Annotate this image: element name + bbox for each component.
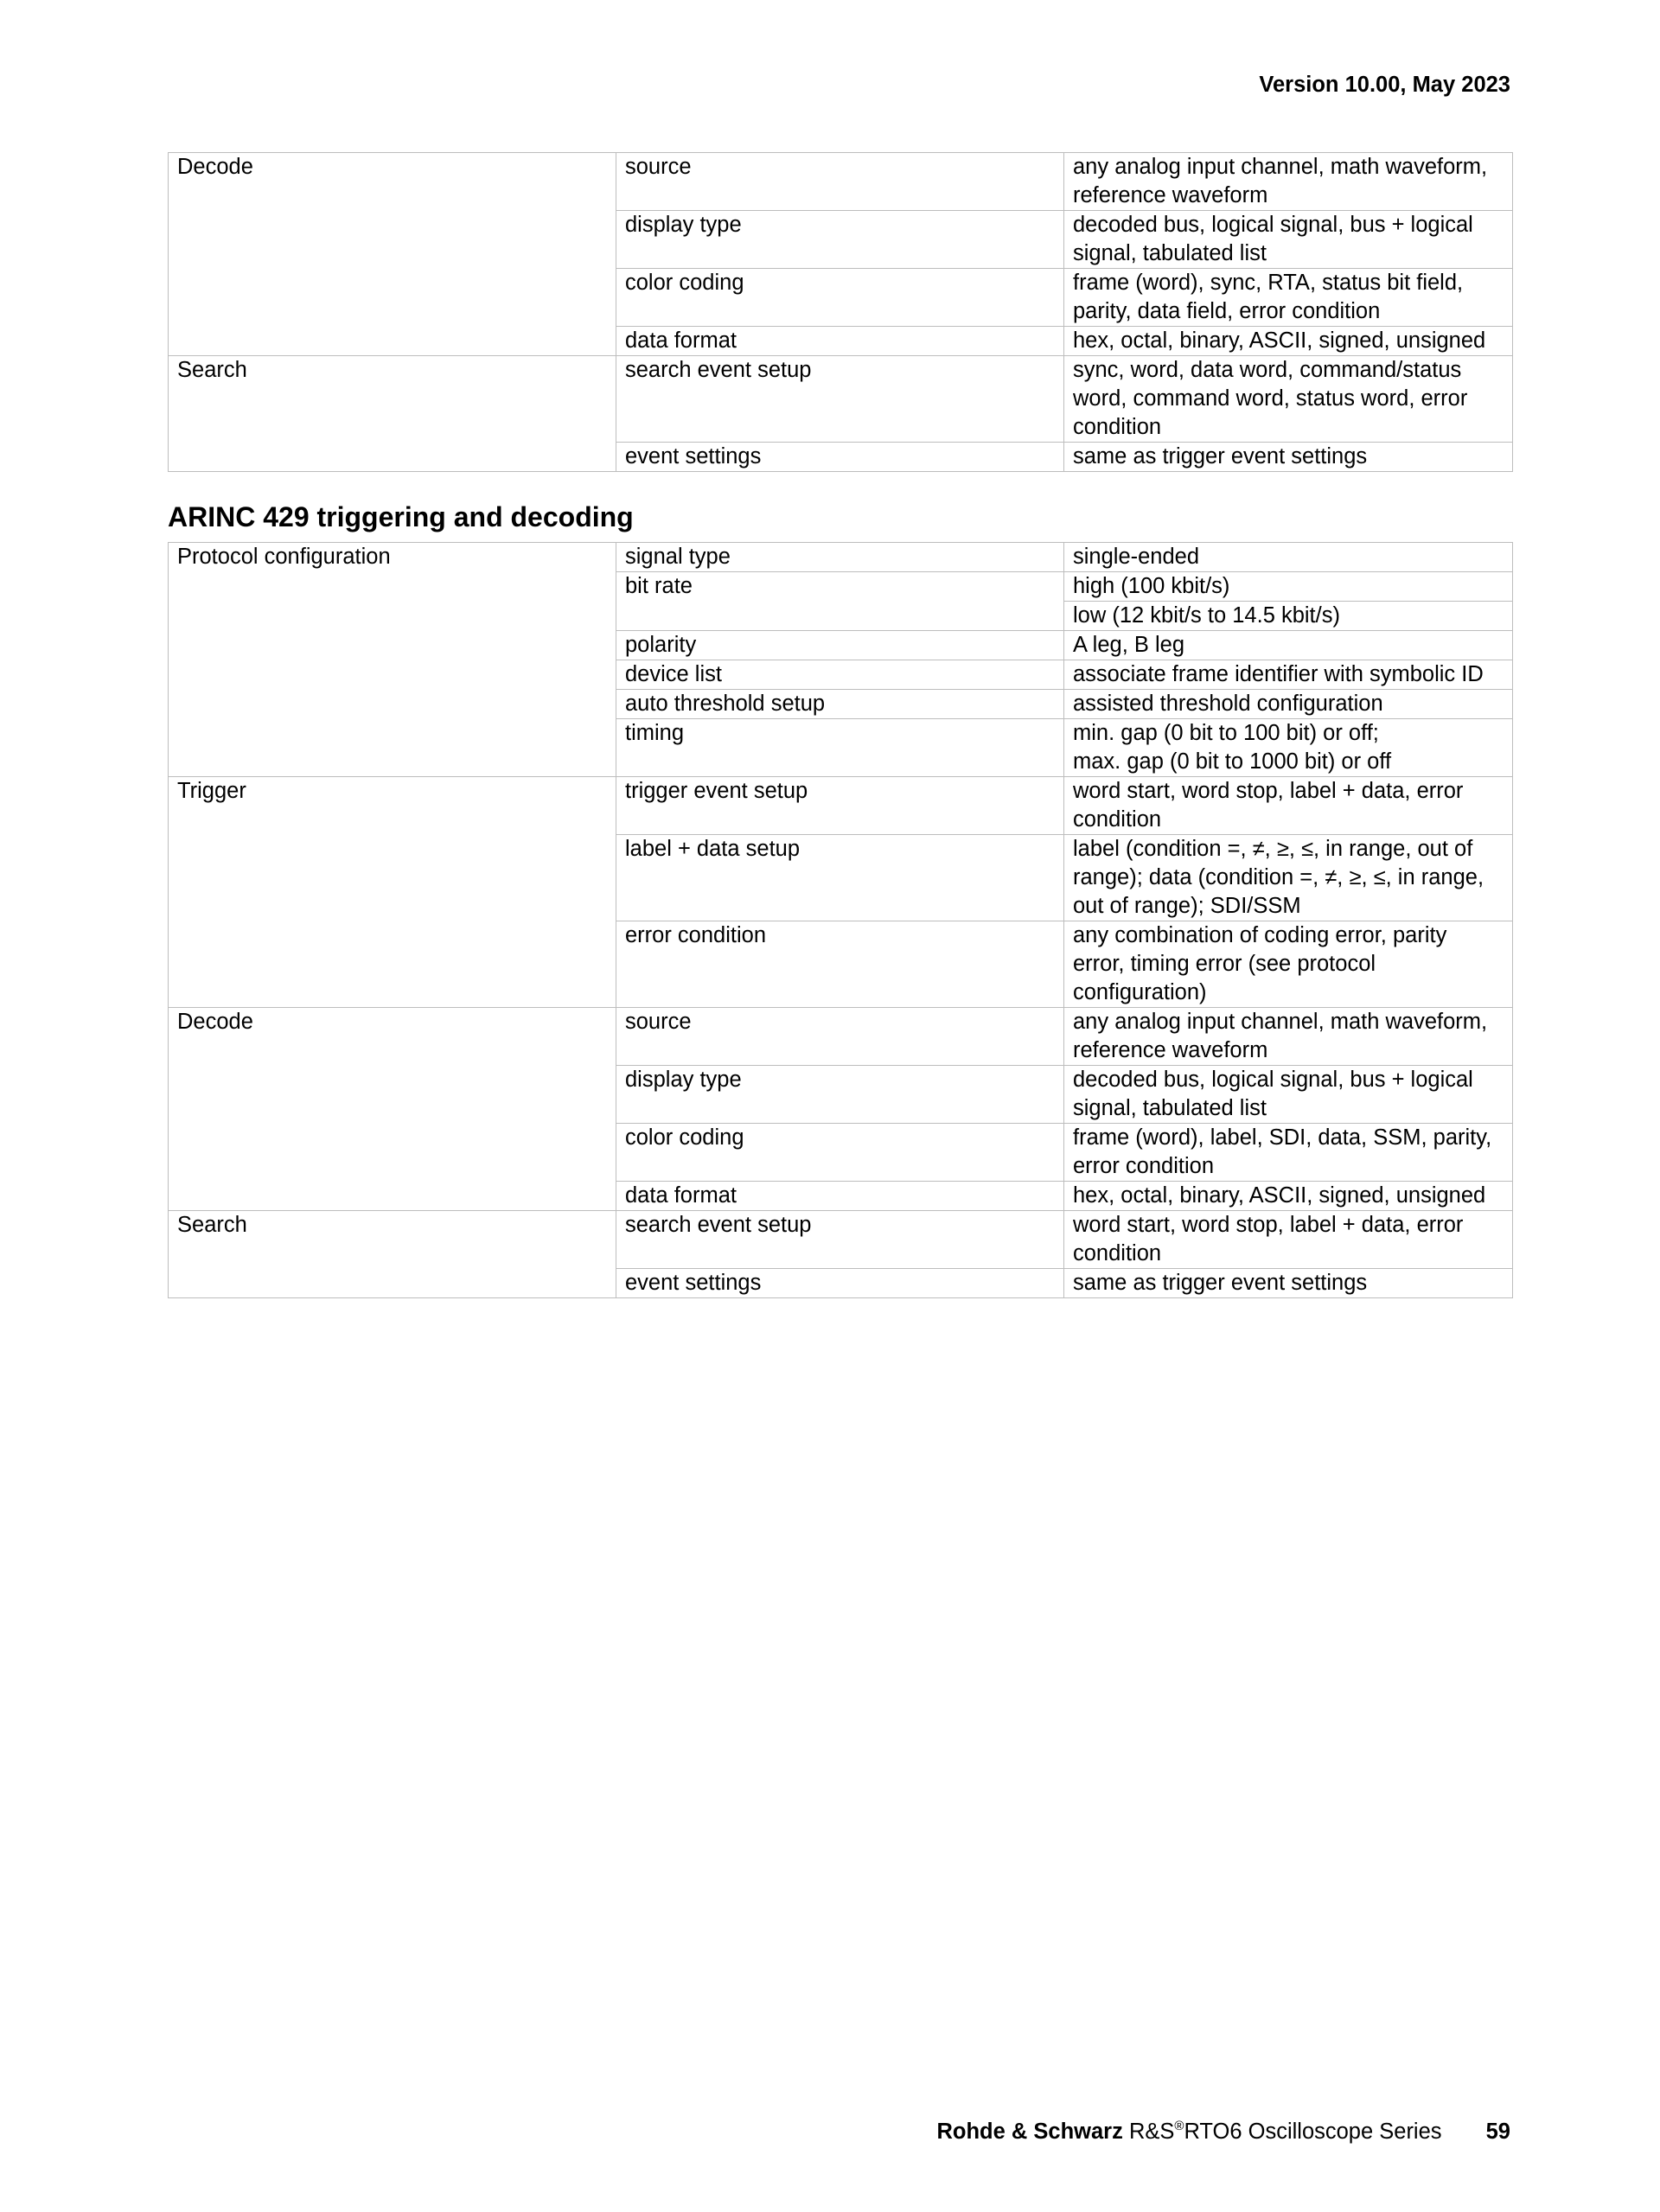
parameter-name: event settings bbox=[616, 1269, 1064, 1298]
value-line: max. gap (0 bit to 1000 bit) or off bbox=[1073, 749, 1392, 774]
footer-product-prefix: R&S bbox=[1128, 2120, 1175, 2144]
parameter-name: color coding bbox=[616, 269, 1064, 327]
group-label: Protocol configuration bbox=[169, 543, 616, 777]
parameter-name: display type bbox=[616, 211, 1064, 269]
parameter-name: data format bbox=[616, 1182, 1064, 1211]
parameter-name: trigger event setup bbox=[616, 777, 1064, 835]
page-number: 59 bbox=[1485, 2120, 1510, 2144]
footer-brand: Rohde & Schwarz bbox=[936, 2120, 1123, 2144]
footer-product-name: RTO6 Oscilloscope Series bbox=[1184, 2120, 1442, 2144]
table-row bbox=[169, 1211, 1513, 1269]
parameter-value: same as trigger event settings bbox=[1064, 1269, 1513, 1298]
parameter-value: label (condition =, ≠, ≥, ≤, in range, out of range); data (condition =, ≠, ≥, ≤, in range, out of range); SDI/SSM bbox=[1064, 835, 1513, 921]
parameter-value: hex, octal, binary, ASCII, signed, unsigned bbox=[1064, 1182, 1513, 1211]
value-line: min. gap (0 bit to 100 bit) or off; bbox=[1073, 721, 1379, 745]
parameter-name: signal type bbox=[616, 543, 1064, 572]
parameter-value: decoded bus, logical signal, bus + logical signal, tabulated list bbox=[1064, 211, 1513, 269]
parameter-value: any analog input channel, math waveform, reference waveform bbox=[1064, 1008, 1513, 1066]
table-row bbox=[169, 153, 1513, 211]
group-label: Search bbox=[169, 1211, 616, 1298]
parameter-value: word start, word stop, label + data, error condition bbox=[1064, 1211, 1513, 1269]
section-title: ARINC 429 triggering and decoding bbox=[168, 501, 634, 532]
parameter-value: high (100 kbit/s) bbox=[1064, 572, 1513, 602]
parameter-name: polarity bbox=[616, 631, 1064, 660]
parameter-name: data format bbox=[616, 327, 1064, 356]
parameter-value: any combination of coding error, parity error, timing error (see protocol configuration) bbox=[1064, 921, 1513, 1008]
parameter-name: color coding bbox=[616, 1124, 1064, 1182]
parameter-value: low (12 kbit/s to 14.5 kbit/s) bbox=[1064, 602, 1513, 631]
table-row bbox=[169, 777, 1513, 835]
document-version: Version 10.00, May 2023 bbox=[1259, 73, 1510, 97]
table-row bbox=[169, 1008, 1513, 1066]
parameter-value: frame (word), sync, RTA, status bit field, parity, data field, error condition bbox=[1064, 269, 1513, 327]
parameter-value: any analog input channel, math waveform, reference waveform bbox=[1064, 153, 1513, 211]
group-label: Trigger bbox=[169, 777, 616, 1008]
parameter-value: decoded bus, logical signal, bus + logical signal, tabulated list bbox=[1064, 1066, 1513, 1124]
parameter-name: display type bbox=[616, 1066, 1064, 1124]
page-footer bbox=[936, 2120, 1510, 2145]
parameter-name: search event setup bbox=[616, 1211, 1064, 1269]
decode-search-spec-table bbox=[168, 152, 1513, 472]
group-label: Search bbox=[169, 356, 616, 472]
table-row bbox=[169, 356, 1513, 443]
parameter-value: A leg, B leg bbox=[1064, 631, 1513, 660]
parameter-value: hex, octal, binary, ASCII, signed, unsigned bbox=[1064, 327, 1513, 356]
parameter-value: associate frame identifier with symbolic ID bbox=[1064, 660, 1513, 690]
registered-mark: ® bbox=[1174, 2119, 1184, 2133]
parameter-value: same as trigger event settings bbox=[1064, 443, 1513, 472]
parameter-value: single-ended bbox=[1064, 543, 1513, 572]
parameter-value bbox=[1064, 719, 1513, 777]
group-label: Decode bbox=[169, 1008, 616, 1211]
parameter-name: label + data setup bbox=[616, 835, 1064, 921]
parameter-name: search event setup bbox=[616, 356, 1064, 443]
parameter-value: sync, word, data word, command/status word, command word, status word, error condition bbox=[1064, 356, 1513, 443]
parameter-name: source bbox=[616, 153, 1064, 211]
parameter-name: bit rate bbox=[616, 572, 1064, 631]
group-label: Decode bbox=[169, 153, 616, 356]
parameter-name: device list bbox=[616, 660, 1064, 690]
parameter-name: source bbox=[616, 1008, 1064, 1066]
parameter-value: word start, word stop, label + data, error condition bbox=[1064, 777, 1513, 835]
parameter-name: timing bbox=[616, 719, 1064, 777]
parameter-name: auto threshold setup bbox=[616, 690, 1064, 719]
arinc429-spec-table bbox=[168, 542, 1513, 1298]
table-row bbox=[169, 543, 1513, 572]
parameter-value: assisted threshold configuration bbox=[1064, 690, 1513, 719]
parameter-name: error condition bbox=[616, 921, 1064, 1008]
parameter-name: event settings bbox=[616, 443, 1064, 472]
parameter-value: frame (word), label, SDI, data, SSM, parity, error condition bbox=[1064, 1124, 1513, 1182]
